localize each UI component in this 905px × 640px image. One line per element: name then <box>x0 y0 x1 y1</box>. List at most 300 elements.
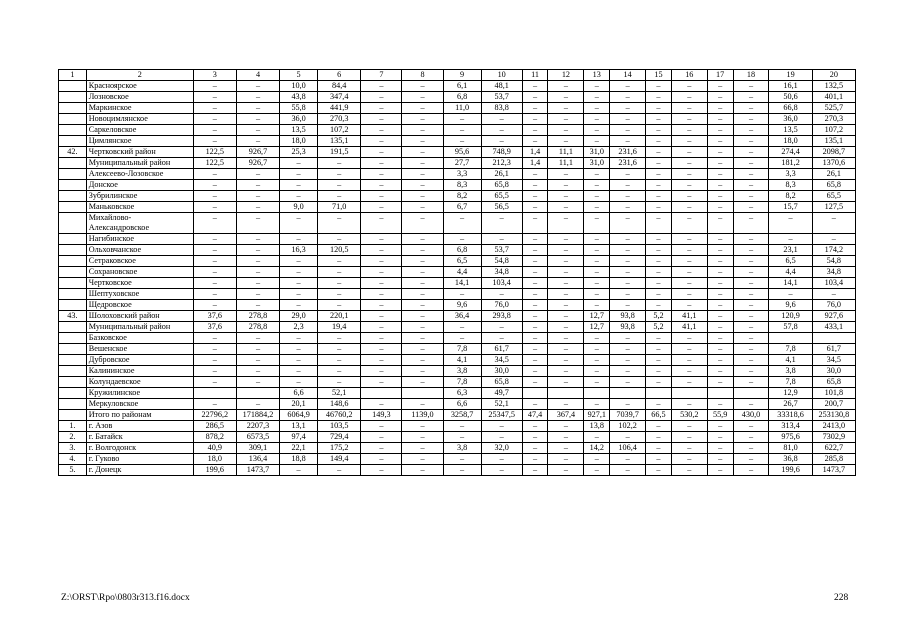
value-cell <box>769 333 812 344</box>
value-cell: – <box>671 202 707 213</box>
territory-name-cell: Саркеловское <box>86 125 193 136</box>
value-cell: – <box>481 213 522 234</box>
value-cell: – <box>280 300 318 311</box>
row-number-cell <box>59 81 87 92</box>
column-number-cell: 2 <box>86 70 193 81</box>
value-cell: – <box>402 454 443 465</box>
value-cell: 3,3 <box>769 169 812 180</box>
value-cell: – <box>707 399 733 410</box>
value-cell: – <box>522 366 548 377</box>
value-cell: 975,6 <box>769 432 812 443</box>
value-cell: – <box>584 355 610 366</box>
row-number-cell <box>59 202 87 213</box>
value-cell: – <box>733 289 769 300</box>
value-cell: – <box>548 92 584 103</box>
value-cell: – <box>610 300 646 311</box>
territory-name-cell: Сетраковское <box>86 256 193 267</box>
value-cell: – <box>236 344 279 355</box>
value-cell: – <box>522 443 548 454</box>
value-cell: 107,2 <box>318 125 361 136</box>
row-number-cell <box>59 92 87 103</box>
value-cell: – <box>402 213 443 234</box>
value-cell: – <box>236 169 279 180</box>
table-row <box>59 322 856 333</box>
value-cell: – <box>548 366 584 377</box>
value-cell: – <box>193 136 236 147</box>
value-cell: – <box>280 465 318 476</box>
value-cell: – <box>443 114 481 125</box>
column-number-cell: 8 <box>402 70 443 81</box>
territory-name-cell: г. Батайск <box>86 432 193 443</box>
value-cell: – <box>443 454 481 465</box>
value-cell: – <box>443 234 481 245</box>
value-cell: 5,2 <box>646 322 672 333</box>
value-cell: 13,8 <box>584 421 610 432</box>
value-cell: – <box>707 311 733 322</box>
value-cell: – <box>522 213 548 234</box>
value-cell: – <box>707 114 733 125</box>
row-number-cell: 42. <box>59 147 87 158</box>
value-cell: 65,8 <box>481 377 522 388</box>
value-cell: – <box>236 114 279 125</box>
value-cell: – <box>671 81 707 92</box>
value-cell: – <box>361 366 402 377</box>
value-cell: – <box>584 278 610 289</box>
territory-name-cell: Алексеево-Лозовское <box>86 169 193 180</box>
value-cell: – <box>481 322 522 333</box>
header-row <box>59 70 856 81</box>
value-cell: – <box>610 92 646 103</box>
value-cell: – <box>443 421 481 432</box>
territory-name-cell: Нагибинское <box>86 234 193 245</box>
value-cell: – <box>361 465 402 476</box>
value-cell: – <box>584 103 610 114</box>
value-cell <box>361 388 402 399</box>
value-cell: – <box>318 158 361 169</box>
value-cell: 622,7 <box>812 443 855 454</box>
territory-name-cell: Лозновское <box>86 92 193 103</box>
value-cell: – <box>236 377 279 388</box>
value-cell: – <box>584 399 610 410</box>
value-cell: – <box>193 81 236 92</box>
value-cell <box>522 388 548 399</box>
value-cell: – <box>707 267 733 278</box>
value-cell: – <box>481 234 522 245</box>
table-row <box>59 399 856 410</box>
value-cell: 120,5 <box>318 245 361 256</box>
value-cell: – <box>733 213 769 234</box>
value-cell: – <box>610 169 646 180</box>
value-cell: – <box>671 366 707 377</box>
value-cell: 93,8 <box>610 322 646 333</box>
value-cell: – <box>361 399 402 410</box>
row-number-cell <box>59 191 87 202</box>
value-cell: – <box>671 234 707 245</box>
value-cell: 270,3 <box>318 114 361 125</box>
value-cell: – <box>646 234 672 245</box>
value-cell: – <box>236 267 279 278</box>
value-cell: – <box>522 92 548 103</box>
value-cell: – <box>610 454 646 465</box>
value-cell: – <box>671 256 707 267</box>
value-cell: 9,6 <box>769 300 812 311</box>
value-cell: – <box>707 454 733 465</box>
value-cell: – <box>707 355 733 366</box>
value-cell: 53,7 <box>481 92 522 103</box>
value-cell: – <box>193 344 236 355</box>
value-cell: 93,8 <box>610 311 646 322</box>
row-number-cell <box>59 278 87 289</box>
value-cell: – <box>584 333 610 344</box>
value-cell: – <box>280 213 318 234</box>
territory-name-cell: Ольховчанское <box>86 245 193 256</box>
value-cell: – <box>733 377 769 388</box>
value-cell: – <box>707 158 733 169</box>
value-cell: – <box>236 81 279 92</box>
value-cell: – <box>733 311 769 322</box>
value-cell: – <box>522 432 548 443</box>
row-number-cell <box>59 355 87 366</box>
value-cell: – <box>707 147 733 158</box>
territory-name-cell: Сохрановское <box>86 267 193 278</box>
value-cell: – <box>193 355 236 366</box>
value-cell: – <box>548 114 584 125</box>
value-cell: 6064,9 <box>280 410 318 421</box>
value-cell: 2413,0 <box>812 421 855 432</box>
value-cell: – <box>733 81 769 92</box>
value-cell: 65,5 <box>481 191 522 202</box>
value-cell: – <box>361 344 402 355</box>
value-cell: 13,5 <box>280 125 318 136</box>
value-cell: – <box>193 377 236 388</box>
value-cell: – <box>236 136 279 147</box>
row-number-cell <box>59 267 87 278</box>
value-cell: – <box>443 213 481 234</box>
value-cell: – <box>610 202 646 213</box>
value-cell: – <box>481 114 522 125</box>
value-cell: – <box>443 289 481 300</box>
value-cell: – <box>584 289 610 300</box>
value-cell: 6,1 <box>443 81 481 92</box>
value-cell: – <box>548 465 584 476</box>
value-cell: 15,7 <box>769 202 812 213</box>
column-number-cell: 20 <box>812 70 855 81</box>
value-cell: – <box>610 191 646 202</box>
value-cell: – <box>610 355 646 366</box>
value-cell: – <box>548 256 584 267</box>
territory-name-cell: Итого по районам <box>86 410 193 421</box>
value-cell: 2207,3 <box>236 421 279 432</box>
value-cell <box>584 388 610 399</box>
value-cell: – <box>318 333 361 344</box>
value-cell <box>402 388 443 399</box>
value-cell: – <box>646 180 672 191</box>
value-cell: – <box>236 103 279 114</box>
value-cell: – <box>671 103 707 114</box>
data-table <box>58 69 856 476</box>
value-cell: – <box>361 202 402 213</box>
value-cell: – <box>707 245 733 256</box>
value-cell: 6,8 <box>443 245 481 256</box>
table-row <box>59 289 856 300</box>
value-cell: 95,6 <box>443 147 481 158</box>
value-cell: 6,5 <box>443 256 481 267</box>
value-cell: 30,0 <box>481 366 522 377</box>
value-cell: – <box>193 267 236 278</box>
value-cell: – <box>193 399 236 410</box>
value-cell: – <box>707 465 733 476</box>
value-cell: 729,4 <box>318 432 361 443</box>
value-cell: – <box>193 114 236 125</box>
value-cell: – <box>548 421 584 432</box>
table-row <box>59 432 856 443</box>
territory-name-cell: Колундаевское <box>86 377 193 388</box>
table-row <box>59 114 856 125</box>
value-cell: 16,1 <box>769 81 812 92</box>
value-cell: – <box>236 366 279 377</box>
value-cell: – <box>361 278 402 289</box>
value-cell: 52,1 <box>318 388 361 399</box>
value-cell: 49,7 <box>481 388 522 399</box>
value-cell: 47,4 <box>522 410 548 421</box>
value-cell: – <box>361 333 402 344</box>
table-row <box>59 92 856 103</box>
table-row <box>59 421 856 432</box>
value-cell: – <box>361 289 402 300</box>
value-cell: 6,6 <box>280 388 318 399</box>
column-number-cell: 5 <box>280 70 318 81</box>
value-cell: 3,8 <box>443 443 481 454</box>
value-cell: – <box>733 344 769 355</box>
value-cell: – <box>671 333 707 344</box>
value-cell: 1473,7 <box>812 465 855 476</box>
value-cell: 22796,2 <box>193 410 236 421</box>
value-cell: – <box>610 289 646 300</box>
value-cell: – <box>280 366 318 377</box>
value-cell: – <box>584 169 610 180</box>
value-cell: 43,8 <box>280 92 318 103</box>
value-cell: – <box>584 344 610 355</box>
value-cell: – <box>733 454 769 465</box>
value-cell: – <box>481 136 522 147</box>
value-cell: – <box>769 234 812 245</box>
territory-name-cell: Шолоховский район <box>86 311 193 322</box>
value-cell: – <box>481 333 522 344</box>
value-cell: 54,8 <box>812 256 855 267</box>
value-cell: – <box>280 333 318 344</box>
value-cell: – <box>402 158 443 169</box>
value-cell: – <box>548 103 584 114</box>
value-cell: – <box>361 256 402 267</box>
value-cell: – <box>402 202 443 213</box>
value-cell: – <box>193 180 236 191</box>
value-cell: – <box>584 191 610 202</box>
value-cell: 3258,7 <box>443 410 481 421</box>
value-cell: – <box>193 289 236 300</box>
value-cell: 3,3 <box>443 169 481 180</box>
value-cell: 65,8 <box>481 180 522 191</box>
value-cell: 135,1 <box>812 136 855 147</box>
value-cell: – <box>443 465 481 476</box>
value-cell: 16,3 <box>280 245 318 256</box>
value-cell: – <box>646 300 672 311</box>
value-cell: 5,2 <box>646 311 672 322</box>
row-number-cell <box>59 158 87 169</box>
value-cell: – <box>610 114 646 125</box>
table-row <box>59 234 856 245</box>
row-number-cell <box>59 366 87 377</box>
value-cell: 20,1 <box>280 399 318 410</box>
value-cell: – <box>646 289 672 300</box>
row-number-cell: 4. <box>59 454 87 465</box>
column-number-cell: 18 <box>733 70 769 81</box>
value-cell: – <box>646 432 672 443</box>
value-cell: 32,0 <box>481 443 522 454</box>
value-cell: 76,0 <box>812 300 855 311</box>
value-cell: 7,8 <box>443 344 481 355</box>
value-cell: 101,8 <box>812 388 855 399</box>
value-cell: – <box>522 114 548 125</box>
value-cell: 41,1 <box>671 311 707 322</box>
value-cell: – <box>522 465 548 476</box>
value-cell: – <box>584 300 610 311</box>
value-cell: 107,2 <box>812 125 855 136</box>
value-cell: – <box>671 245 707 256</box>
value-cell: 430,0 <box>733 410 769 421</box>
value-cell: 2,3 <box>280 322 318 333</box>
value-cell: 103,4 <box>481 278 522 289</box>
value-cell: – <box>318 191 361 202</box>
value-cell: – <box>671 125 707 136</box>
row-number-cell <box>59 333 87 344</box>
value-cell: – <box>402 81 443 92</box>
value-cell: – <box>361 432 402 443</box>
table-row <box>59 278 856 289</box>
value-cell: – <box>707 92 733 103</box>
value-cell: – <box>769 289 812 300</box>
value-cell: – <box>646 355 672 366</box>
row-number-cell <box>59 377 87 388</box>
value-cell: 6,3 <box>443 388 481 399</box>
table-row <box>59 443 856 454</box>
value-cell: – <box>733 333 769 344</box>
territory-name-cell: Красноярское <box>86 81 193 92</box>
value-cell: – <box>671 158 707 169</box>
value-cell: – <box>733 278 769 289</box>
table-row <box>59 213 856 234</box>
value-cell: – <box>733 421 769 432</box>
value-cell: 181,2 <box>769 158 812 169</box>
value-cell: – <box>548 432 584 443</box>
value-cell: – <box>707 443 733 454</box>
value-cell: – <box>318 300 361 311</box>
value-cell: – <box>280 344 318 355</box>
row-number-cell <box>59 169 87 180</box>
value-cell: 7,8 <box>769 377 812 388</box>
value-cell: – <box>236 180 279 191</box>
territory-name-cell: Новоцимлянское <box>86 114 193 125</box>
value-cell: – <box>707 432 733 443</box>
value-cell: – <box>193 125 236 136</box>
value-cell: – <box>280 355 318 366</box>
column-number-cell: 16 <box>671 70 707 81</box>
value-cell: 11,1 <box>548 158 584 169</box>
value-cell: – <box>443 136 481 147</box>
value-cell: – <box>193 256 236 267</box>
value-cell: – <box>402 399 443 410</box>
value-cell: – <box>236 278 279 289</box>
value-cell: – <box>280 256 318 267</box>
value-cell: – <box>280 289 318 300</box>
value-cell: 13,1 <box>280 421 318 432</box>
row-number-cell <box>59 103 87 114</box>
value-cell: – <box>707 234 733 245</box>
value-cell: – <box>402 421 443 432</box>
row-number-cell: 43. <box>59 311 87 322</box>
value-cell: 367,4 <box>548 410 584 421</box>
value-cell: 8,3 <box>443 180 481 191</box>
value-cell: – <box>646 465 672 476</box>
value-cell: – <box>646 125 672 136</box>
row-number-cell <box>59 399 87 410</box>
value-cell: 1,4 <box>522 158 548 169</box>
value-cell: – <box>671 180 707 191</box>
value-cell: – <box>361 92 402 103</box>
value-cell: 401,1 <box>812 92 855 103</box>
value-cell: – <box>671 267 707 278</box>
value-cell: 6573,5 <box>236 432 279 443</box>
value-cell: – <box>402 322 443 333</box>
value-cell: – <box>733 180 769 191</box>
value-cell: – <box>733 443 769 454</box>
value-cell: 127,5 <box>812 202 855 213</box>
value-cell: – <box>646 92 672 103</box>
value-cell: – <box>318 289 361 300</box>
value-cell: 34,8 <box>481 267 522 278</box>
column-number-cell: 4 <box>236 70 279 81</box>
value-cell: – <box>481 454 522 465</box>
value-cell: 103,5 <box>318 421 361 432</box>
value-cell: 50,6 <box>769 92 812 103</box>
value-cell: – <box>733 158 769 169</box>
value-cell: – <box>522 180 548 191</box>
table-row <box>59 180 856 191</box>
value-cell: – <box>548 289 584 300</box>
value-cell: – <box>646 377 672 388</box>
table-row <box>59 410 856 421</box>
value-cell: – <box>671 421 707 432</box>
value-cell: 3,8 <box>443 366 481 377</box>
value-cell: 174,2 <box>812 245 855 256</box>
value-cell: – <box>671 114 707 125</box>
value-cell: – <box>522 191 548 202</box>
value-cell: – <box>318 234 361 245</box>
value-cell: 103,4 <box>812 278 855 289</box>
value-cell: – <box>671 344 707 355</box>
value-cell: – <box>610 256 646 267</box>
value-cell: 1370,6 <box>812 158 855 169</box>
value-cell: 18,0 <box>193 454 236 465</box>
value-cell: – <box>402 366 443 377</box>
value-cell: 66,8 <box>769 103 812 114</box>
table-row <box>59 125 856 136</box>
value-cell: – <box>236 300 279 311</box>
value-cell: – <box>646 81 672 92</box>
value-cell: – <box>646 169 672 180</box>
table-row <box>59 366 856 377</box>
row-number-cell <box>59 322 87 333</box>
value-cell: 22,1 <box>280 443 318 454</box>
